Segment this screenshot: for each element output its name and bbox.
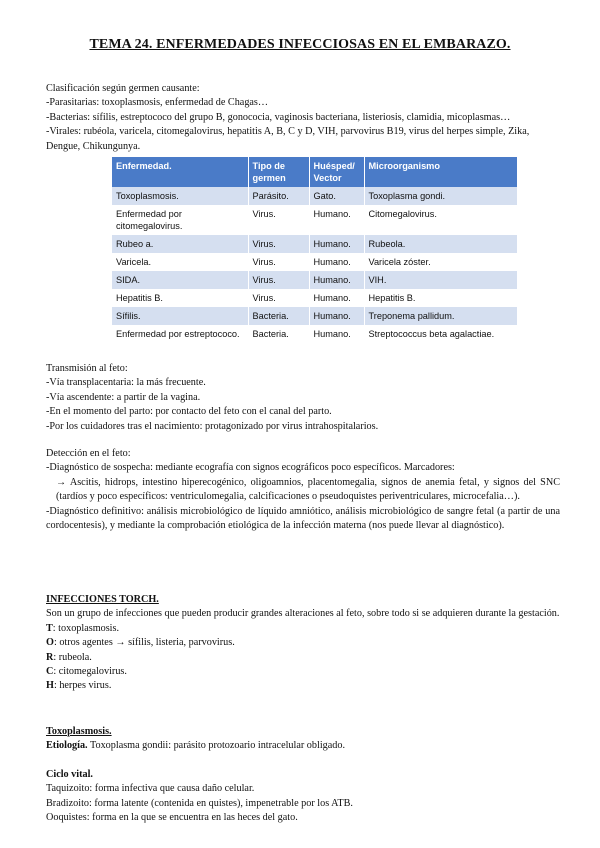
transmision-item: -Vía ascendente: a partir de la vagina. — [46, 391, 201, 403]
table-cell: Bacteria. — [248, 307, 309, 325]
transmision-item: -Vía transplacentaria: la más frecuente. — [46, 377, 206, 389]
page-title: TEMA 24. ENFERMEDADES INFECCIOSAS EN EL EMBARAZO. — [89, 37, 511, 52]
table-row — [112, 307, 518, 325]
table-cell: VIH. — [364, 271, 518, 289]
table-row — [112, 325, 518, 343]
clasificacion-item: -Parasitarias: toxoplasmosis, enfermedad de Chagas… — [46, 97, 269, 109]
torch-letter: C — [46, 666, 54, 678]
clasificacion-item: -Bacterias: sífilis, estreptococo del grupo B, gonococia, vaginosis bacteriana, listeriosis, clamidia, micoplasmas… — [46, 111, 511, 123]
table-cell: Parásito. — [248, 187, 309, 205]
table-row — [112, 253, 518, 271]
torch-item — [46, 665, 560, 679]
ciclo-item: Ooquistes: forma en la que se encuentra en las heces del gato. — [46, 812, 298, 824]
table-cell: Hepatitis B. — [112, 289, 248, 307]
table-row — [112, 187, 518, 205]
torch-letter: R — [46, 651, 54, 663]
table-cell: Virus. — [248, 235, 309, 253]
table-cell: Citomegalovirus. — [364, 205, 518, 235]
toxo-heading: Toxoplasmosis. — [46, 726, 112, 737]
table-cell: Virus. — [248, 271, 309, 289]
table-row — [112, 289, 518, 307]
torch-item — [46, 622, 560, 636]
ciclo-heading: Ciclo vital. — [46, 769, 93, 780]
table-cell: Streptococcus beta agalactiae. — [364, 325, 518, 343]
ciclo-vital-section — [46, 768, 560, 826]
ciclo-item: Bradizoito: forma latente (contenida en quistes), impenetrable por los ATB. — [46, 797, 353, 809]
deteccion-section — [46, 447, 560, 533]
table-cell: Toxoplasma gondi. — [364, 187, 518, 205]
toxo-etiologia-text: Toxoplasma gondii: parásito protozoario intracelular obligado. — [87, 740, 346, 752]
table-cell: Varicela. — [112, 253, 248, 271]
table-cell: Humano. — [309, 235, 364, 253]
transmision-section — [46, 362, 560, 434]
torch-letter: O — [46, 637, 54, 649]
clasificacion-section — [46, 82, 560, 154]
table-cell: Humano. — [309, 289, 364, 307]
ciclo-item: Taquizoito: forma infectiva que causa daño celular. — [46, 783, 255, 795]
deteccion-definitivo: -Diagnóstico definitivo: análisis microbiológico de líquido amniótico, análisis microbiológico de sangre fetal (a partir de una cordocentesis), y mediante la comprobación etiológica de la infección materna (nos puede llevar al diagnóstico). — [46, 505, 560, 532]
table-cell: Sífilis. — [112, 307, 248, 325]
table-cell: Humano. — [309, 325, 364, 343]
transmision-heading: Transmisión al feto: — [46, 363, 128, 374]
table-cell: Rubeola. — [364, 235, 518, 253]
transmision-item: -Por los cuidadores tras el nacimiento: protagonizado por virus intrahospitalarios. — [46, 420, 379, 432]
torch-section — [46, 593, 560, 694]
table-cell: Hepatitis B. — [364, 289, 518, 307]
table-row — [112, 205, 518, 235]
torch-letter: H — [46, 680, 54, 692]
table-cell: Toxoplasmosis. — [112, 187, 248, 205]
table-cell: SIDA. — [112, 271, 248, 289]
table-cell: Virus. — [248, 205, 309, 235]
torch-item — [46, 651, 560, 665]
torch-item — [46, 636, 560, 650]
torch-heading: INFECCIONES TORCH. — [46, 594, 159, 605]
table-cell: Rubeo a. — [112, 235, 248, 253]
table-header-cell: Tipo de germen — [248, 157, 309, 187]
disease-table — [112, 157, 518, 343]
table-cell: Humano. — [309, 271, 364, 289]
toxoplasmosis-section — [46, 725, 560, 754]
torch-letter: T — [46, 622, 53, 634]
toxo-etiologia-label: Etiología. — [46, 740, 88, 752]
table-header-row — [112, 157, 518, 187]
table-cell: Gato. — [309, 187, 364, 205]
table-header-cell: Microorganismo — [364, 157, 518, 187]
torch-text: : herpes virus. — [53, 680, 112, 692]
table-cell: Enfermedad por estreptococo. — [112, 325, 248, 343]
torch-text: : otros agentes → sífilis, listeria, parvovirus. — [53, 637, 235, 649]
torch-text: : toxoplasmosis. — [52, 622, 120, 634]
table-cell: Enfermedad por citomegalovirus. — [112, 205, 248, 235]
table-header-cell: Huésped/ Vector — [309, 157, 364, 187]
clasificacion-item: -Virales: rubéola, varicela, citomegalovirus, hepatitis A, B, C y D, VIH, parvovirus B19, virus del herpes simple, Zika, Dengue, Chikungunya. — [46, 126, 530, 152]
torch-text: : rubeola. — [53, 651, 92, 663]
table-cell: Humano. — [309, 307, 364, 325]
table-cell: Varicela zóster. — [364, 253, 518, 271]
table-cell: Virus. — [248, 289, 309, 307]
torch-text: : citomegalovirus. — [53, 666, 127, 678]
table-cell: Treponema pallidum. — [364, 307, 518, 325]
table-cell: Humano. — [309, 205, 364, 235]
torch-item — [46, 679, 560, 693]
table-cell: Virus. — [248, 253, 309, 271]
toxo-etiologia — [46, 739, 560, 753]
deteccion-sospecha: -Diagnóstico de sospecha: mediante ecografía con signos ecográficos poco específicos. Marcadores: — [46, 462, 455, 474]
clasificacion-heading: Clasificación según germen causante: — [46, 83, 200, 94]
deteccion-marcadores: → Ascitis, hidrops, intestino hiperecogénico, oligoamnios, placentomegalia, signos de anemia fetal, y signos del SNC (tardíos y poco específicos: ventriculomegalia, calcificaciones o pseudoquistes periventriculares, microcefalia…). — [56, 476, 560, 503]
table-cell: Humano. — [309, 253, 364, 271]
table-row — [112, 235, 518, 253]
table-row — [112, 271, 518, 289]
torch-intro: Son un grupo de infecciones que pueden producir grandes alteraciones al feto, sobre todo si se adquieren durante la gestación. — [46, 608, 560, 620]
table-cell: Bacteria. — [248, 325, 309, 343]
table-header-cell: Enfermedad. — [112, 157, 248, 187]
transmision-item: -En el momento del parto: por contacto del feto con el canal del parto. — [46, 406, 332, 418]
deteccion-heading: Detección en el feto: — [46, 448, 131, 459]
